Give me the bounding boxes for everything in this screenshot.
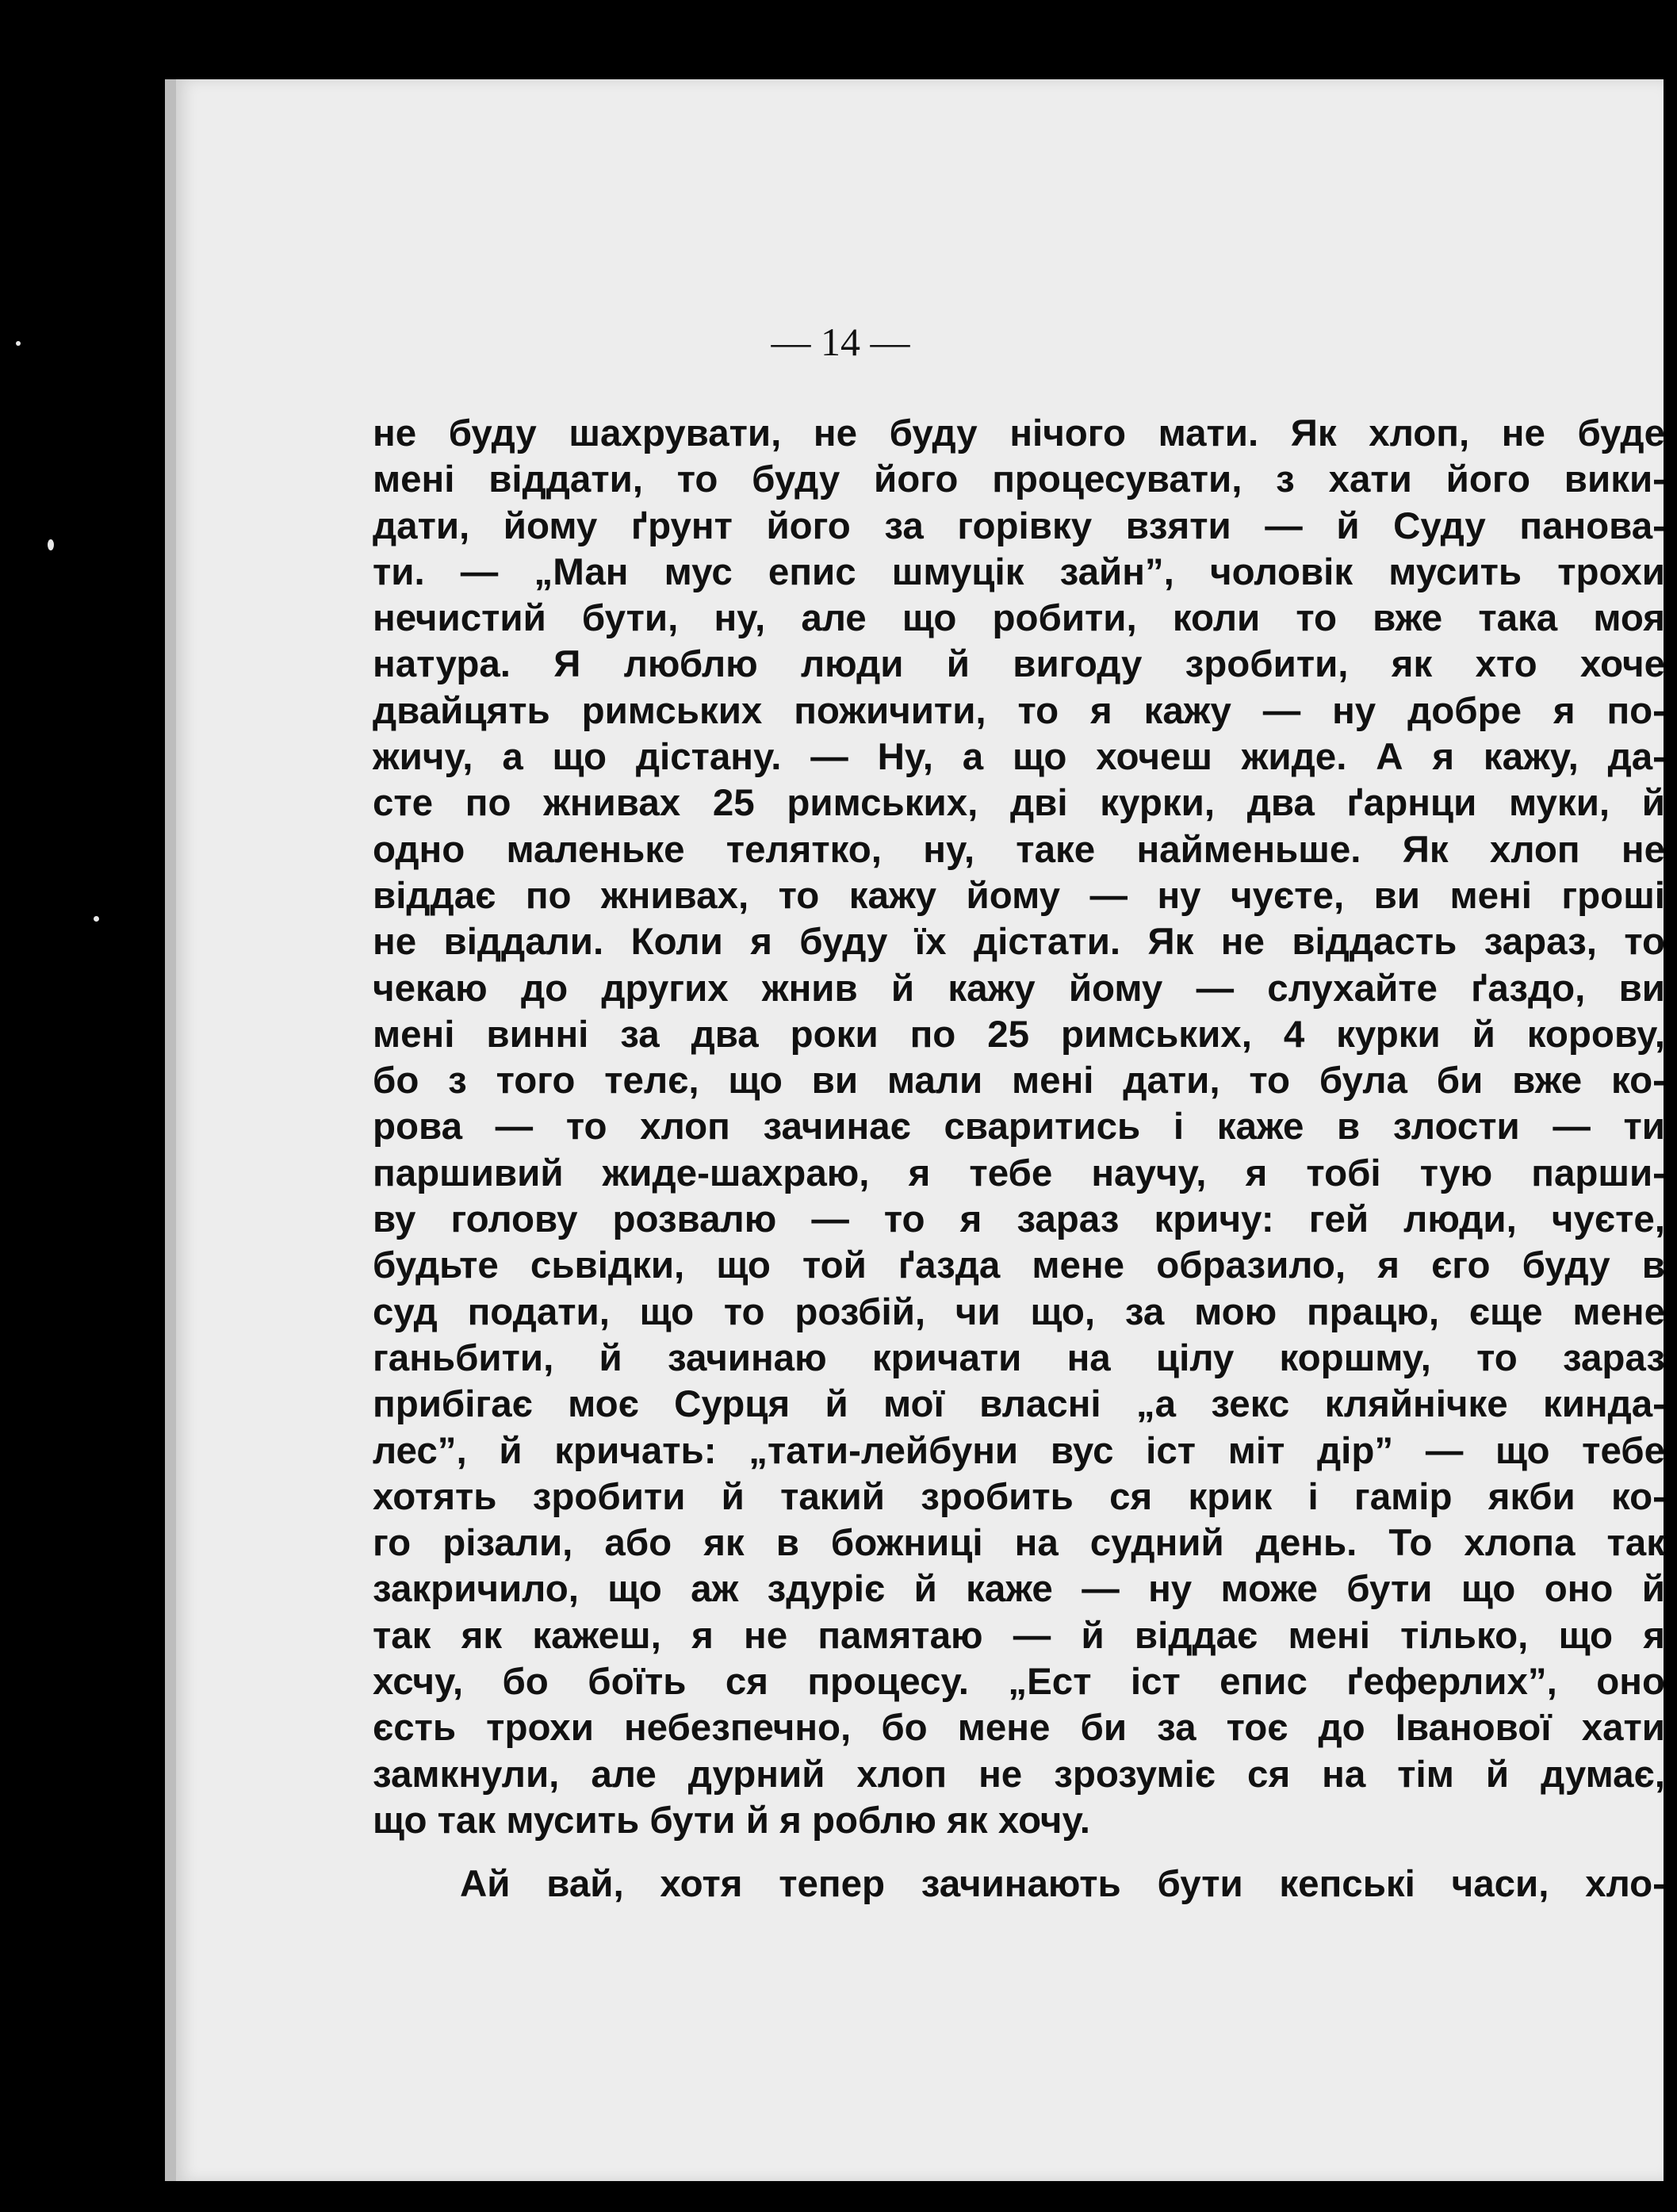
text-line: мені винні за два роки по 25 римських, 4 курки й корову, bbox=[373, 1013, 1665, 1056]
text-line: хотять зробити й такий зробить ся крик і гамір якби ко- bbox=[373, 1475, 1665, 1518]
text-line: віддає по жнивах, то кажу йому — ну чуєте, ви мені гроші bbox=[373, 874, 1665, 917]
text-line: прибігає моє Сурця й мої власні „а зекс кляйнічке кинда- bbox=[373, 1383, 1665, 1426]
text-line: так як кажеш, я не памятаю — й віддає мені тілько, що я bbox=[373, 1614, 1665, 1657]
text-line: суд подати, що то розбій, чи що, за мою працю, єще мене bbox=[373, 1290, 1665, 1333]
text-line: го різали, або як в божниці на судний день. То хлопа так bbox=[373, 1522, 1665, 1565]
text-line: ву голову розвалю — то я зараз кричу: гей люди, чуєте, bbox=[373, 1198, 1665, 1241]
text-line: двайцять римських пожичити, то я кажу — ну добре я по- bbox=[373, 689, 1665, 732]
paragraph-2 bbox=[373, 1861, 1665, 1907]
body-text bbox=[373, 411, 1665, 1908]
text-line: лес”, й кричать: „тати-лейбуни вус іст міт дір” — що тебе bbox=[373, 1429, 1665, 1472]
text-line: натура. Я люблю люди й вигоду зробити, як хто хоче bbox=[373, 643, 1665, 686]
text-line: чекаю до других жнив й кажу йому — слухайте ґаздо, ви bbox=[373, 967, 1665, 1010]
text-line: бо з того телє, що ви мали мені дати, то була би вже ко- bbox=[373, 1060, 1665, 1102]
text-line: ти. — „Ман мус епис шмуцік зайн”, чоловік мусить трохи bbox=[373, 550, 1665, 593]
text-line: хсчу, бо боїть ся процесу. „Ест іст епис ґеферлих”, оно bbox=[373, 1661, 1665, 1704]
text-line: нечистий бути, ну, але що робити, коли то вже така моя bbox=[373, 597, 1665, 640]
scan-speck bbox=[94, 916, 99, 922]
text-line: єсть трохи небезпечно, бо мене би за тоє до Іванової хати bbox=[373, 1707, 1665, 1750]
text-line: будьте сьвідки, що той ґазда мене образило, я єго буду в bbox=[373, 1244, 1665, 1287]
text-line: закричило, що аж здуріє й каже — ну може бути що оно й bbox=[373, 1568, 1665, 1611]
text-line: сте по жнивах 25 римських, дві курки, два ґарнци муки, й bbox=[373, 782, 1665, 825]
scan-speck bbox=[48, 539, 54, 550]
text-line: Ай вай, хотя тепер зачинають бути кепські часи, хло- bbox=[460, 1863, 1665, 1906]
text-line: не буду шахрувати, не буду нічого мати. Як хлоп, не буде bbox=[373, 412, 1665, 454]
page-number: — 14 — bbox=[771, 320, 910, 364]
text-line: рова — то хлоп зачинає сваритись і каже в злости — ти bbox=[373, 1106, 1665, 1148]
scan-speck bbox=[16, 341, 21, 346]
text-line: паршивий жиде-шахраю, я тебе научу, я тобі тую парши- bbox=[373, 1152, 1665, 1194]
text-line: ганьбити, й зачинаю кричати на цілу коршму, то зараз bbox=[373, 1336, 1665, 1379]
text-line: замкнули, але дурний хлоп не зрозуміє ся на тім й думає, bbox=[373, 1753, 1665, 1796]
text-line: мені віддати, то буду його процесувати, з хати його вики- bbox=[373, 458, 1665, 501]
text-line: жичу, а що дістану. — Ну, а що хочеш жиде. А я кажу, да- bbox=[373, 736, 1665, 779]
text-line: одно маленьке телятко, ну, таке найменьше. Як хлоп не bbox=[373, 828, 1665, 871]
book-page bbox=[165, 79, 1664, 2181]
text-line: що так мусить бути й я роблю як хочу. bbox=[373, 1799, 1090, 1842]
text-line: не віддали. Коли я буду їх дістати. Як не віддасть зараз, то bbox=[373, 921, 1665, 964]
paragraph-1 bbox=[373, 411, 1665, 1844]
text-line: дати, йому ґрунт його за горівку взяти — й Суду панова- bbox=[373, 504, 1665, 547]
